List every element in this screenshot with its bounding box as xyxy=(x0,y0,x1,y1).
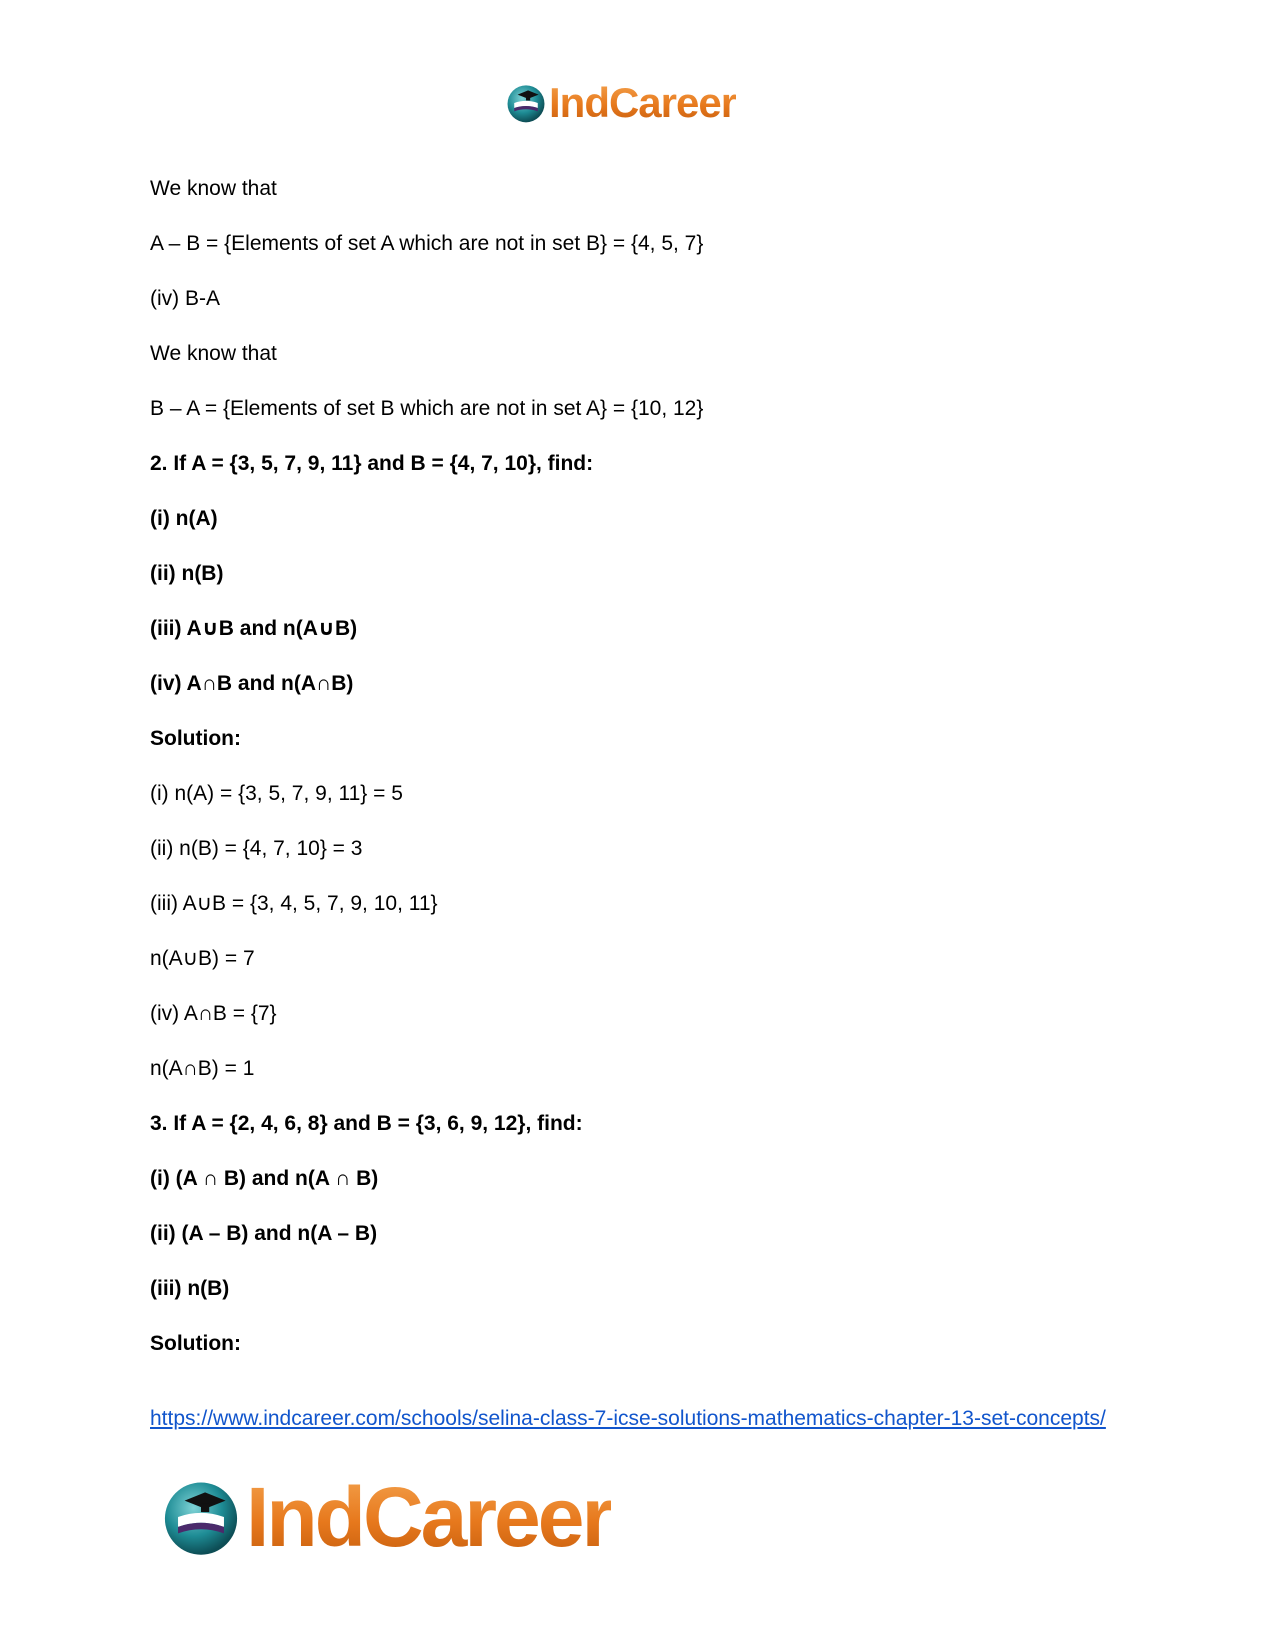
text-line: We know that xyxy=(150,342,277,365)
question-line: (iv) A∩B and n(A∩B) xyxy=(150,672,354,695)
question-line: 3. If A = {2, 4, 6, 8} and B = {3, 6, 9, 12}, find: xyxy=(150,1112,583,1135)
text-line: (iii) A∪B = {3, 4, 5, 7, 9, 10, 11} xyxy=(150,892,438,915)
document-body xyxy=(150,176,1150,1386)
text-line: (iv) A∩B = {7} xyxy=(150,1002,277,1025)
question-line: Solution: xyxy=(150,1332,241,1355)
logo-wordmark: IndCareer xyxy=(549,79,737,126)
question-line: (ii) (A – B) and n(A – B) xyxy=(150,1222,378,1245)
text-line: We know that xyxy=(150,177,277,200)
question-line: Solution: xyxy=(150,727,241,750)
text-line: (iv) B-A xyxy=(150,287,220,310)
text-line: n(A∩B) = 1 xyxy=(150,1057,255,1080)
question-line: (iii) A∪B and n(A∪B) xyxy=(150,617,358,640)
question-line: 2. If A = {3, 5, 7, 9, 11} and B = {4, 7, 10}, find: xyxy=(150,452,594,475)
question-line: (i) n(A) xyxy=(150,507,218,530)
question-line: (ii) n(B) xyxy=(150,562,224,585)
text-line: (i) n(A) = {3, 5, 7, 9, 11} = 5 xyxy=(150,782,403,805)
text-line: (ii) n(B) = {4, 7, 10} = 3 xyxy=(150,837,363,860)
globe-book-icon xyxy=(160,1476,242,1558)
footer-logo-wordmark: IndCareer xyxy=(246,1470,612,1564)
source-link[interactable]: https://www.indcareer.com/schools/selina-class-7-icse-solutions-mathematics-chapter-13-set-concepts/ xyxy=(150,1407,1106,1430)
text-line: B – A = {Elements of set B which are not in set A} = {10, 12} xyxy=(150,397,704,420)
question-line: (iii) n(B) xyxy=(150,1277,230,1300)
footer-logo xyxy=(160,1472,700,1562)
question-line: (i) (A ∩ B) and n(A ∩ B) xyxy=(150,1167,379,1190)
header-logo xyxy=(505,78,775,128)
globe-book-icon xyxy=(505,82,547,124)
text-line: A – B = {Elements of set A which are not in set B} = {4, 5, 7} xyxy=(150,232,704,255)
text-line: n(A∪B) = 7 xyxy=(150,947,255,970)
